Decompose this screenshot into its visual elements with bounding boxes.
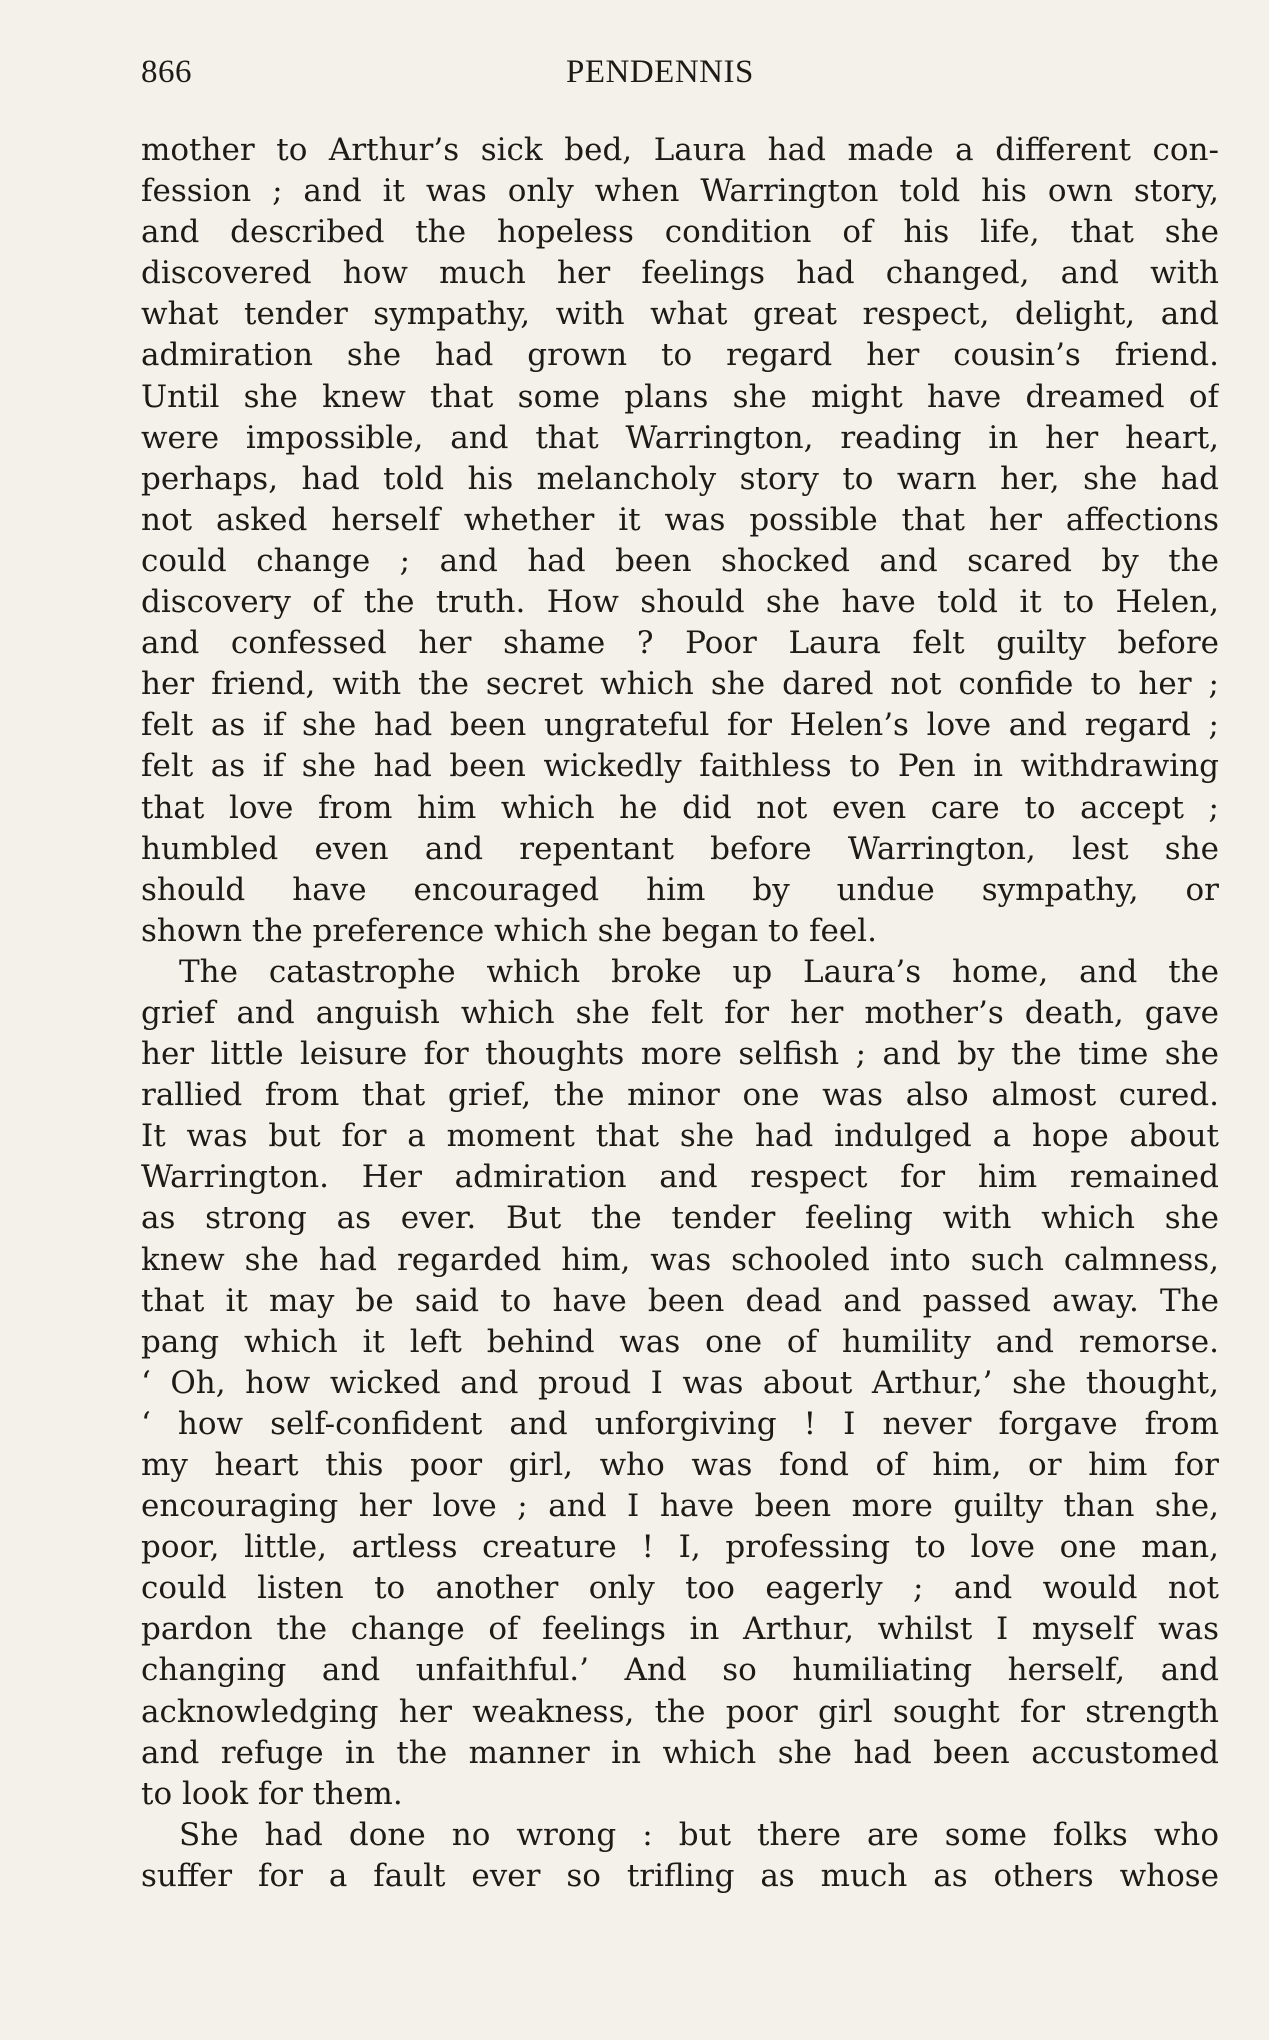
text-line: acknowledging her weakness, the poor girl sought for strength [141,1693,1219,1730]
text-line: and confessed her shame ? Poor Laura felt guilty before [141,625,1219,662]
text-line: felt as if she had been wickedly faithless to Pen in withdrawing [141,748,1219,785]
text-line: mother to Arthur’s sick bed, Laura had made a different con- [141,132,1219,168]
text-line: and described the hopeless condition of his life, that she [141,214,1219,251]
text-line: poor, little, artless creature ! I, professing to love one man, [141,1529,1219,1566]
text-line: could listen to another only too eagerly ; and would not [141,1570,1219,1607]
text-line: ‘ Oh, how wicked and proud I was about Arthur,’ she thought, [141,1364,1219,1401]
text-line: It was but for a moment that she had indulged a hope about [141,1118,1219,1155]
running-title: PENDENNIS [566,54,754,90]
running-header [141,50,1219,104]
page-number: 866 [141,54,192,90]
book-page [141,50,1219,1894]
text-line: pardon the change of feelings in Arthur, whilst I myself was [141,1611,1219,1648]
paragraph [141,952,1219,1815]
paragraph [141,1815,1219,1897]
text-line: discovery of the truth. How should she have told it to Helen, [141,584,1219,621]
text-line: changing and unfaithful.’ And so humiliating herself, and [141,1652,1219,1689]
text-line: as strong as ever. But the tender feeling with which she [141,1200,1219,1237]
text-line: suffer for a fault ever so trifling as much as others whose [141,1857,1219,1894]
text-line: discovered how much her feelings had changed, and with [141,255,1219,292]
text-line: to look for them. [141,1775,403,1812]
text-line: encouraging her love ; and I have been more guilty than she, [141,1488,1219,1525]
body-text [141,130,1219,1897]
text-line: The catastrophe which broke up Laura’s home, and the [179,953,1219,990]
text-line: my heart this poor girl, who was fond of him, or him for [141,1447,1219,1483]
text-line: shown the preference which she began to feel. [141,912,877,949]
text-line: Until she knew that some plans she might have dreamed of [141,378,1219,415]
text-line: rallied from that grief, the minor one was also almost cured. [141,1077,1219,1114]
text-line: her little leisure for thoughts more selfish ; and by the time she [141,1036,1219,1073]
text-line: her friend, with the secret which she dared not confide to her ; [141,666,1219,703]
text-line: She had done no wrong : but there are some folks who [179,1816,1219,1853]
text-line: grief and anguish which she felt for her mother’s death, gave [141,994,1219,1031]
text-line: should have encouraged him by undue sympathy, or [141,871,1219,908]
text-line: not asked herself whether it was possible that her affections [141,501,1219,538]
paragraph [141,130,1219,952]
text-line: what tender sympathy, with what great respect, delight, and [141,296,1219,333]
text-line: pang which it left behind was one of humility and remorse. [141,1323,1219,1360]
text-line: Warrington. Her admiration and respect for him remained [141,1159,1219,1196]
text-line: perhaps, had told his melancholy story to warn her, she had [141,460,1219,497]
text-line: knew she had regarded him, was schooled into such calmness, [141,1241,1219,1278]
text-line: ‘ how self-confident and unforgiving ! I never forgave from [141,1405,1219,1442]
text-line: humbled even and repentant before Warrington, lest she [141,830,1219,867]
text-line: could change ; and had been shocked and scared by the [141,542,1219,579]
text-line: admiration she had grown to regard her cousin’s friend. [141,337,1219,374]
text-line: and refuge in the manner in which she had been accustomed [141,1734,1219,1771]
text-line: felt as if she had been ungrateful for Helen’s love and regard ; [141,707,1219,744]
text-line: that love from him which he did not even care to accept ; [141,789,1219,826]
text-line: that it may be said to have been dead and passed away. The [141,1282,1219,1319]
text-line: fession ; and it was only when Warrington told his own story, [141,173,1219,210]
text-line: were impossible, and that Warrington, reading in her heart, [141,419,1219,456]
